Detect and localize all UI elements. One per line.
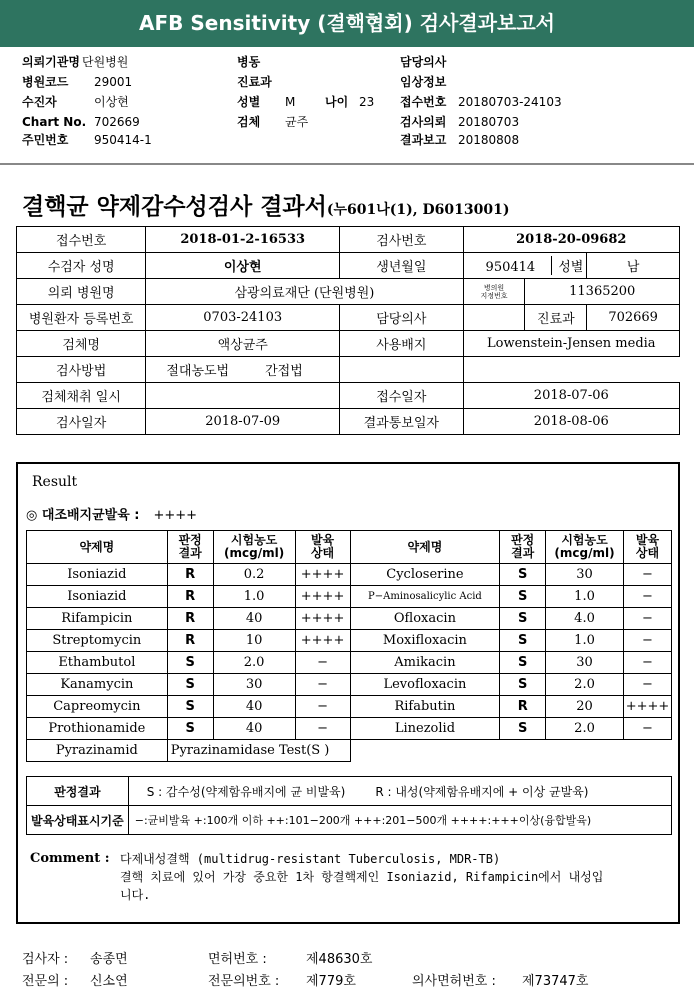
collect-value bbox=[146, 383, 340, 409]
growth-value: ++++ bbox=[295, 586, 350, 608]
growth-value: − bbox=[295, 674, 350, 696]
doctor-label: 담당의사 bbox=[340, 305, 463, 331]
comment-label: Comment : bbox=[30, 851, 110, 866]
comment-line: 결핵 치료에 있어 가장 중요한 1차 항결핵제인 Isoniazid, Rifampicin에서 내성입 bbox=[120, 870, 604, 884]
conc-header-1: 시험농도 bbox=[561, 533, 608, 547]
hospital-no-label bbox=[463, 279, 525, 305]
judge-value: S bbox=[500, 564, 546, 586]
growth-value: − bbox=[623, 674, 671, 696]
result-title: Result bbox=[32, 474, 78, 490]
judge-value: S bbox=[500, 652, 546, 674]
conc-value: 30 bbox=[546, 652, 624, 674]
tester-value: 송종면 bbox=[90, 952, 128, 967]
license-label: 면허번호 : bbox=[208, 952, 267, 967]
report-banner: AFB Sensitivity (결핵협회) 검사결과보고서 bbox=[0, 0, 694, 47]
drug-name: Cycloserine bbox=[350, 564, 500, 586]
judge-value: S bbox=[167, 674, 213, 696]
judge-value: S bbox=[500, 630, 546, 652]
conc-header-1: 시험농도 bbox=[230, 533, 278, 547]
receipt-no-label: 접수번호 bbox=[17, 227, 146, 253]
sex-label: 성별 bbox=[237, 95, 261, 109]
drug-name: Rifampicin bbox=[27, 608, 168, 630]
conc-header bbox=[213, 531, 295, 564]
sex-value: 남 bbox=[587, 253, 680, 279]
specimen-label: 검체명 bbox=[17, 331, 146, 357]
dept-label: 진료과 bbox=[237, 75, 272, 89]
hospital-value: 삼광의료재단 (단원병원) bbox=[146, 279, 463, 305]
header-divider bbox=[0, 163, 694, 165]
document-code: (누601나(1), D6013001) bbox=[326, 202, 510, 218]
receipt-no-value: 2018-01-2-16533 bbox=[146, 227, 340, 253]
table-row bbox=[27, 674, 672, 696]
specimen-value: 액상균주 bbox=[146, 331, 340, 357]
conc-value: 2.0 bbox=[213, 652, 295, 674]
request-value: 20180703 bbox=[458, 115, 520, 129]
table-row bbox=[17, 357, 680, 383]
table-row bbox=[17, 253, 680, 279]
judge-value: R bbox=[167, 608, 213, 630]
growth-value: − bbox=[295, 652, 350, 674]
specimen-label: 검체 bbox=[237, 115, 261, 129]
control-value: ++++ bbox=[153, 508, 198, 523]
conc-value: 1.0 bbox=[546, 586, 624, 608]
specialist-no-label: 전문의번호 : bbox=[208, 974, 280, 989]
legend-table bbox=[26, 776, 672, 835]
judge-legend-label: 판정결과 bbox=[27, 777, 129, 806]
specialist-no-value: 제779호 bbox=[306, 974, 356, 989]
received-value: 2018-07-06 bbox=[463, 383, 679, 409]
hospital-value: 단원병원 bbox=[82, 55, 129, 69]
specialist-value: 신소연 bbox=[90, 974, 128, 989]
drug-name: Isoniazid bbox=[27, 564, 168, 586]
growth-value: ++++ bbox=[623, 696, 671, 718]
growth-header-2: 상태 bbox=[635, 546, 660, 560]
judge-value: R bbox=[500, 696, 546, 718]
conc-value: 1.0 bbox=[546, 630, 624, 652]
patient-info-table bbox=[16, 226, 680, 435]
drug-header: 약제명 bbox=[27, 531, 168, 564]
growth-value: ++++ bbox=[295, 630, 350, 652]
conc-header bbox=[546, 531, 624, 564]
medium-value: Lowenstein-Jensen media bbox=[463, 331, 679, 357]
specialist-label: 전문의 : bbox=[22, 974, 69, 989]
doctor-license-value: 제73747호 bbox=[522, 974, 589, 989]
accession-value: 20180703-24103 bbox=[458, 95, 562, 109]
judge-value: R bbox=[167, 630, 213, 652]
medium-label: 사용배지 bbox=[340, 331, 463, 357]
empty-cell bbox=[350, 740, 671, 762]
rrn-value: 950414-1 bbox=[94, 133, 152, 147]
drug-name: Ethambutol bbox=[27, 652, 168, 674]
table-row bbox=[27, 740, 672, 762]
conc-value: 10 bbox=[213, 630, 295, 652]
request-label: 검사의뢰 bbox=[400, 115, 447, 129]
comment-line: 다제내성결핵 (multidrug-resistant Tuberculosis, MDR-TB) bbox=[120, 852, 501, 866]
registration-value: 0703-24103 bbox=[146, 305, 340, 331]
table-row bbox=[17, 409, 680, 435]
notify-value: 2018-08-06 bbox=[463, 409, 679, 435]
drug-name: Pyrazinamid bbox=[27, 740, 168, 762]
table-row bbox=[27, 652, 672, 674]
drug-result-table bbox=[26, 530, 672, 762]
drug-name: Moxifloxacin bbox=[350, 630, 500, 652]
conc-value: 2.0 bbox=[546, 718, 624, 740]
table-row bbox=[27, 586, 672, 608]
hospital-no-value: 11365200 bbox=[525, 279, 680, 305]
conc-value: 4.0 bbox=[546, 608, 624, 630]
accession-label: 접수번호 bbox=[400, 95, 447, 109]
table-row bbox=[27, 806, 672, 835]
growth-header bbox=[623, 531, 671, 564]
table-row bbox=[27, 564, 672, 586]
growth-legend-label: 발육상태표시기준 bbox=[27, 806, 129, 835]
judge-header bbox=[167, 531, 213, 564]
document-title bbox=[22, 188, 509, 221]
table-row bbox=[27, 608, 672, 630]
table-row bbox=[17, 305, 680, 331]
code-value: 29001 bbox=[94, 75, 133, 89]
judge-value: S bbox=[167, 652, 213, 674]
control-growth bbox=[26, 504, 197, 523]
sex-value: M bbox=[285, 95, 296, 109]
judge-value: S bbox=[500, 608, 546, 630]
conc-value: 40 bbox=[213, 718, 295, 740]
report-label: 결과보고 bbox=[400, 133, 447, 147]
notify-label: 결과통보일자 bbox=[340, 409, 463, 435]
dept-value: 702669 bbox=[587, 305, 680, 331]
ward-label: 병동 bbox=[237, 55, 261, 69]
drug-name: Levofloxacin bbox=[350, 674, 500, 696]
table-row bbox=[27, 630, 672, 652]
judge-header-2: 결과 bbox=[511, 546, 535, 560]
doctor-license-label: 의사면허번호 : bbox=[412, 974, 496, 989]
growth-value: − bbox=[623, 652, 671, 674]
judge-legend-r: R : 내성(약제함유배지에 + 이상 균발육) bbox=[375, 784, 589, 799]
drug-name: Prothionamide bbox=[27, 718, 168, 740]
age-label: 나이 bbox=[325, 95, 349, 109]
method-label: 검사방법 bbox=[17, 357, 146, 383]
judge-value: S bbox=[500, 674, 546, 696]
test-no-value: 2018-20-09682 bbox=[463, 227, 679, 253]
growth-value: − bbox=[295, 718, 350, 740]
test-no-label: 검사번호 bbox=[340, 227, 463, 253]
hospital-no-label-1: 병의원 bbox=[483, 283, 505, 292]
conc-value: 40 bbox=[213, 608, 295, 630]
method-value bbox=[146, 357, 340, 383]
growth-header-2: 상태 bbox=[310, 546, 335, 560]
judge-value: S bbox=[500, 718, 546, 740]
growth-header-1: 발육 bbox=[310, 533, 335, 547]
tester-label: 검사자 : bbox=[22, 952, 69, 967]
growth-header-1: 발육 bbox=[635, 533, 660, 547]
growth-value: − bbox=[623, 718, 671, 740]
age-value: 23 bbox=[359, 95, 375, 109]
table-row bbox=[17, 383, 680, 409]
test-date-value: 2018-07-09 bbox=[146, 409, 340, 435]
drug-name: P−Aminosalicylic Acid bbox=[350, 586, 500, 608]
result-box bbox=[16, 462, 680, 924]
conc-value: 0.2 bbox=[213, 564, 295, 586]
doctor-label: 담당의사 bbox=[400, 55, 447, 69]
header-info bbox=[22, 52, 682, 152]
judge-legend-s: S : 감수성(약제함유배지에 균 비발육) bbox=[146, 784, 346, 799]
name-label: 수검자 성명 bbox=[17, 253, 146, 279]
judge-value: S bbox=[167, 696, 213, 718]
drug-name: Isoniazid bbox=[27, 586, 168, 608]
pza-result: Pyrazinamidase Test(S ) bbox=[167, 740, 350, 762]
method-absolute: 절대농도법 bbox=[166, 364, 230, 379]
drug-name: Streptomycin bbox=[27, 630, 168, 652]
conc-value: 40 bbox=[213, 696, 295, 718]
hospital-label: 의뢰 병원명 bbox=[17, 279, 146, 305]
dept-label: 진료과 bbox=[525, 305, 587, 331]
drug-name: Amikacin bbox=[350, 652, 500, 674]
growth-value: − bbox=[623, 564, 671, 586]
table-row bbox=[17, 331, 680, 357]
growth-header bbox=[295, 531, 350, 564]
judge-header-1: 판정 bbox=[178, 533, 202, 547]
dob-label: 생년월일 bbox=[340, 253, 463, 279]
judge-header bbox=[500, 531, 546, 564]
table-row bbox=[17, 227, 680, 253]
dob-value bbox=[463, 253, 587, 279]
name-value: 이상현 bbox=[146, 253, 340, 279]
growth-legend-value: −:균비발육 +:100개 이하 ++:101−200개 +++:201−500개 ++++:+++이상(융합발육) bbox=[128, 806, 671, 835]
conc-value: 2.0 bbox=[546, 674, 624, 696]
table-header-row bbox=[27, 531, 672, 564]
registration-label: 병원환자 등록번호 bbox=[17, 305, 146, 331]
patient-value: 이상현 bbox=[94, 95, 129, 109]
method-indirect: 간접법 bbox=[265, 364, 303, 379]
growth-value: − bbox=[623, 586, 671, 608]
rrn-label: 주민번호 bbox=[22, 133, 69, 147]
conc-value: 30 bbox=[213, 674, 295, 696]
judge-header-2: 결과 bbox=[178, 546, 202, 560]
judge-header-1: 판정 bbox=[511, 533, 535, 547]
judge-legend-value bbox=[128, 777, 671, 806]
patient-label: 수진자 bbox=[22, 95, 57, 109]
conc-value: 30 bbox=[546, 564, 624, 586]
control-label: ◎ 대조배지균발육 : bbox=[26, 508, 140, 523]
test-date-label: 검사일자 bbox=[17, 409, 146, 435]
hospital-label: 의뢰기관명 bbox=[22, 55, 80, 69]
table-row bbox=[27, 777, 672, 806]
code-label: 병원코드 bbox=[22, 75, 69, 89]
conc-value: 20 bbox=[546, 696, 624, 718]
conc-header-2: (mcg/ml) bbox=[224, 546, 285, 560]
judge-value: R bbox=[167, 586, 213, 608]
document-title-text: 결핵균 약제감수성검사 결과서 bbox=[22, 193, 327, 220]
dob-text: 950414 bbox=[485, 260, 536, 275]
received-label: 접수일자 bbox=[340, 383, 463, 409]
table-row bbox=[27, 718, 672, 740]
conc-value: 1.0 bbox=[213, 586, 295, 608]
growth-value: ++++ bbox=[295, 608, 350, 630]
clinical-label: 임상정보 bbox=[400, 75, 447, 89]
judge-value: R bbox=[167, 564, 213, 586]
doctor-value bbox=[463, 305, 525, 331]
drug-name: Ofloxacin bbox=[350, 608, 500, 630]
table-row bbox=[27, 696, 672, 718]
collect-label: 검체채취 일시 bbox=[17, 383, 146, 409]
drug-name: Linezolid bbox=[350, 718, 500, 740]
specimen-value: 균주 bbox=[285, 115, 309, 129]
conc-header-2: (mcg/ml) bbox=[554, 546, 615, 560]
drug-header: 약제명 bbox=[350, 531, 500, 564]
sex-label: 성별 bbox=[551, 256, 583, 275]
table-row bbox=[17, 279, 680, 305]
chart-label: Chart No. bbox=[22, 115, 87, 129]
drug-name: Rifabutin bbox=[350, 696, 500, 718]
hospital-no-label-2: 지정번호 bbox=[480, 291, 508, 300]
drug-name: Capreomycin bbox=[27, 696, 168, 718]
empty-cell bbox=[340, 357, 463, 383]
growth-value: − bbox=[623, 630, 671, 652]
chart-value: 702669 bbox=[94, 115, 140, 129]
empty-cell bbox=[463, 357, 679, 383]
growth-value: − bbox=[295, 696, 350, 718]
growth-value: − bbox=[623, 608, 671, 630]
judge-value: S bbox=[500, 586, 546, 608]
comment-line: 니다. bbox=[120, 888, 151, 902]
judge-value: S bbox=[167, 718, 213, 740]
comment-body bbox=[120, 850, 660, 904]
license-value: 제48630호 bbox=[306, 952, 373, 967]
report-value: 20180808 bbox=[458, 133, 520, 147]
drug-name: Kanamycin bbox=[27, 674, 168, 696]
growth-value: ++++ bbox=[295, 564, 350, 586]
